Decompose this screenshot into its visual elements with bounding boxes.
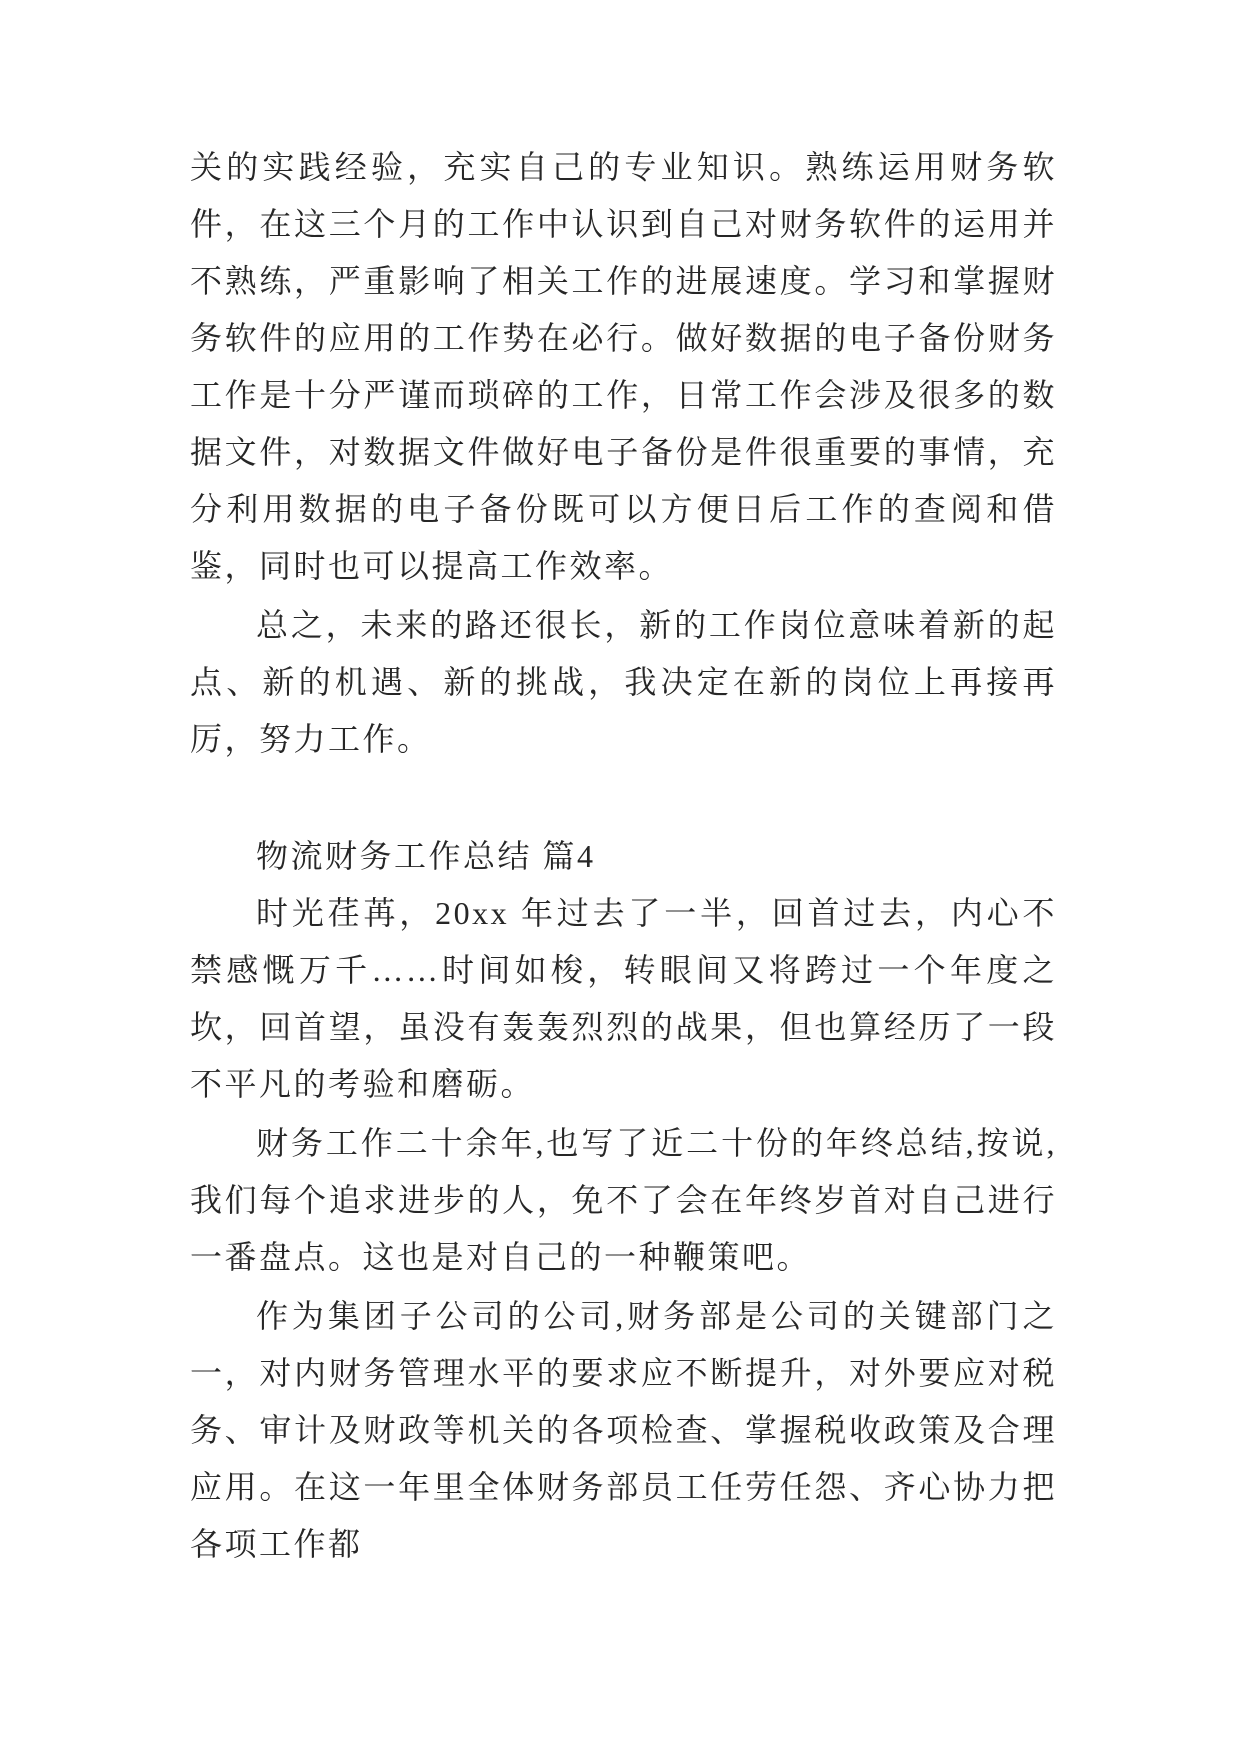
- paragraph-time-flies: 时光荏苒，20xx 年过去了一半，回首过去，内心不禁感慨万千……时间如梭，转眼间又将跨过一个年度之坎，回首望，虽没有轰轰烈烈的战果，但也算经历了一段不平凡的考验和磨砺。: [190, 895, 1057, 1102]
- paragraph-continuation: 关的实践经验，充实自己的专业知识。熟练运用财务软件，在这三个月的工作中认识到自己对财务软件的运用并不熟练，严重影响了相关工作的进展速度。学习和掌握财务软件的应用的工作势在必行。做好数据的电子备份财务工作是十分严谨而琐碎的工作，日常工作会涉及很多的数据文件，对数据文件做好电子备份是件很重要的事情，充分利用数据的电子备份既可以方便日后工作的查阅和借鉴，同时也可以提高工作效率。: [190, 149, 1057, 584]
- paragraph-subsidiary: 作为集团子公司的公司,财务部是公司的关键部门之一，对内财务管理水平的要求应不断提升，对外要应对税务、审计及财政等机关的各项检查、掌握税收政策及合理应用。在这一年里全体财务部员工任劳任怨、齐心协力把各项工作都: [190, 1298, 1057, 1562]
- paragraph-twenty-years: 财务工作二十余年,也写了近二十份的年终总结,按说,我们每个追求进步的人，免不了会在年终岁首对自己进行一番盘点。这也是对自己的一种鞭策吧。: [190, 1125, 1057, 1275]
- paragraph-conclusion: 总之，未来的路还很长，新的工作岗位意味着新的起点、新的机遇、新的挑战，我决定在新的岗位上再接再厉，努力工作。: [190, 607, 1057, 757]
- section-heading: 物流财务工作总结 篇4: [256, 838, 596, 874]
